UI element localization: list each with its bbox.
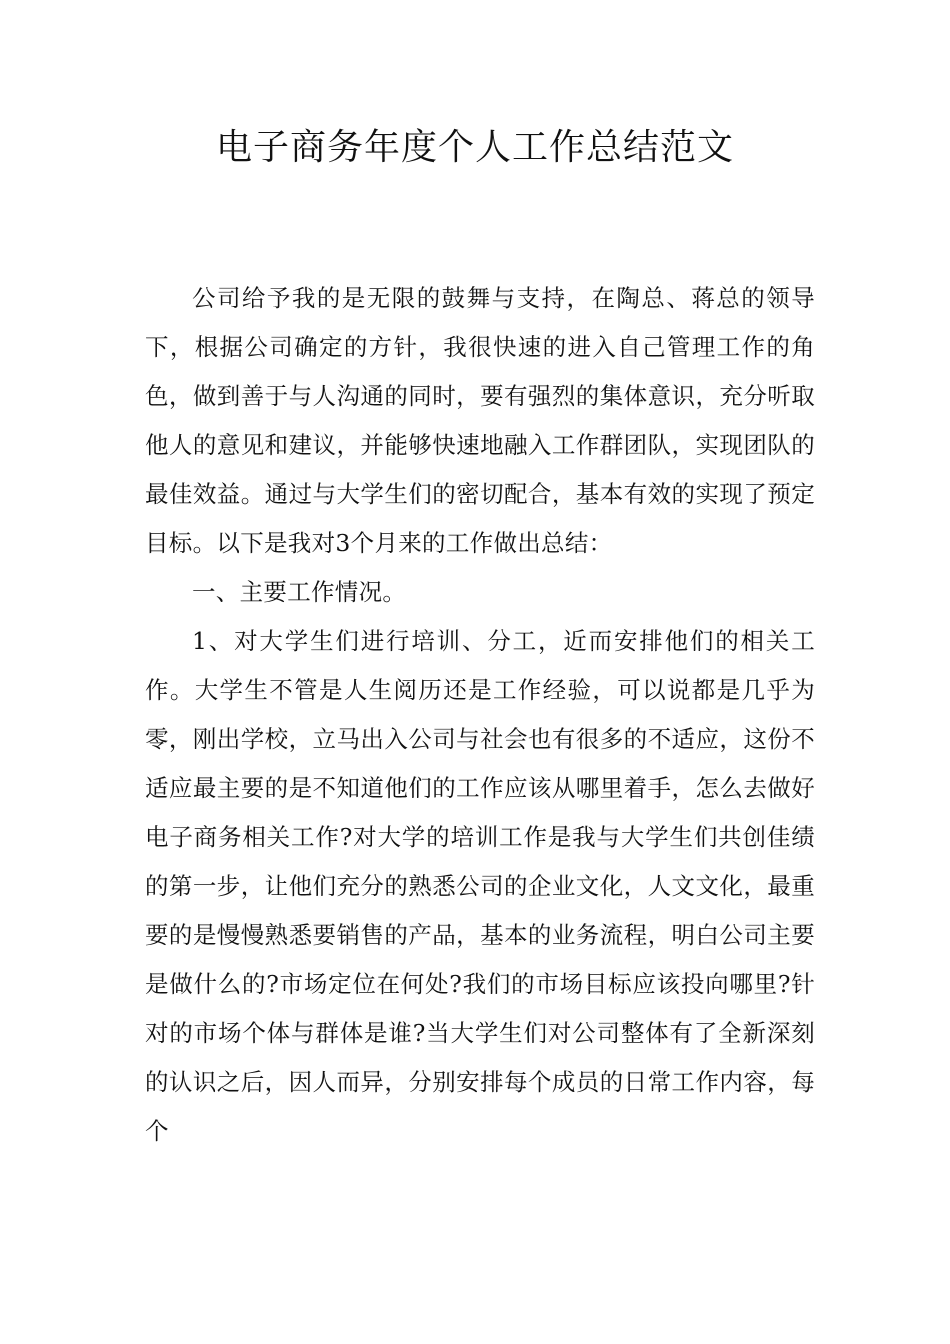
section-heading-main-work: 一、主要工作情况。 — [192, 578, 407, 606]
paragraph-intro: 公司给予我的是无限的鼓舞与支持，在陶总、蒋总的领导下，根据公司确定的方针，我很快速的进入自己管理工作的角色，做到善于与人沟通的同时，要有强烈的集体意识，充分听取他人的意见和建议，并能够快速地融入工作群团队，实现团队的最佳效益。通过与大学生们的密切配合，基本有效的实现了预定目标。以下是我对3个月来的工作做出总结： — [145, 284, 815, 557]
document-title: 电子商务年度个人工作总结范文 — [215, 127, 734, 168]
document-body — [145, 274, 815, 1156]
paragraph-item-1: 1、对大学生们进行培训、分工，近而安排他们的相关工作。大学生不管是人生阅历还是工作经验，可以说都是几乎为零，刚出学校，立马出入公司与社会也有很多的不适应，这份不适应最主要的是不知道他们的工作应该从哪里着手，怎么去做好电子商务相关工作?对大学的培训工作是我与大学生们共创佳绩的第一步，让他们充分的熟悉公司的企业文化，人文文化，最重要的是慢慢熟悉要销售的产品，基本的业务流程，明白公司主要是做什么的?市场定位在何处?我们的市场目标应该投向哪里?针对的市场个体与群体是谁?当大学生们对公司整体有了全新深刻的认识之后，因人而异，分别安排每个成员的日常工作内容，每个 — [145, 627, 815, 1145]
